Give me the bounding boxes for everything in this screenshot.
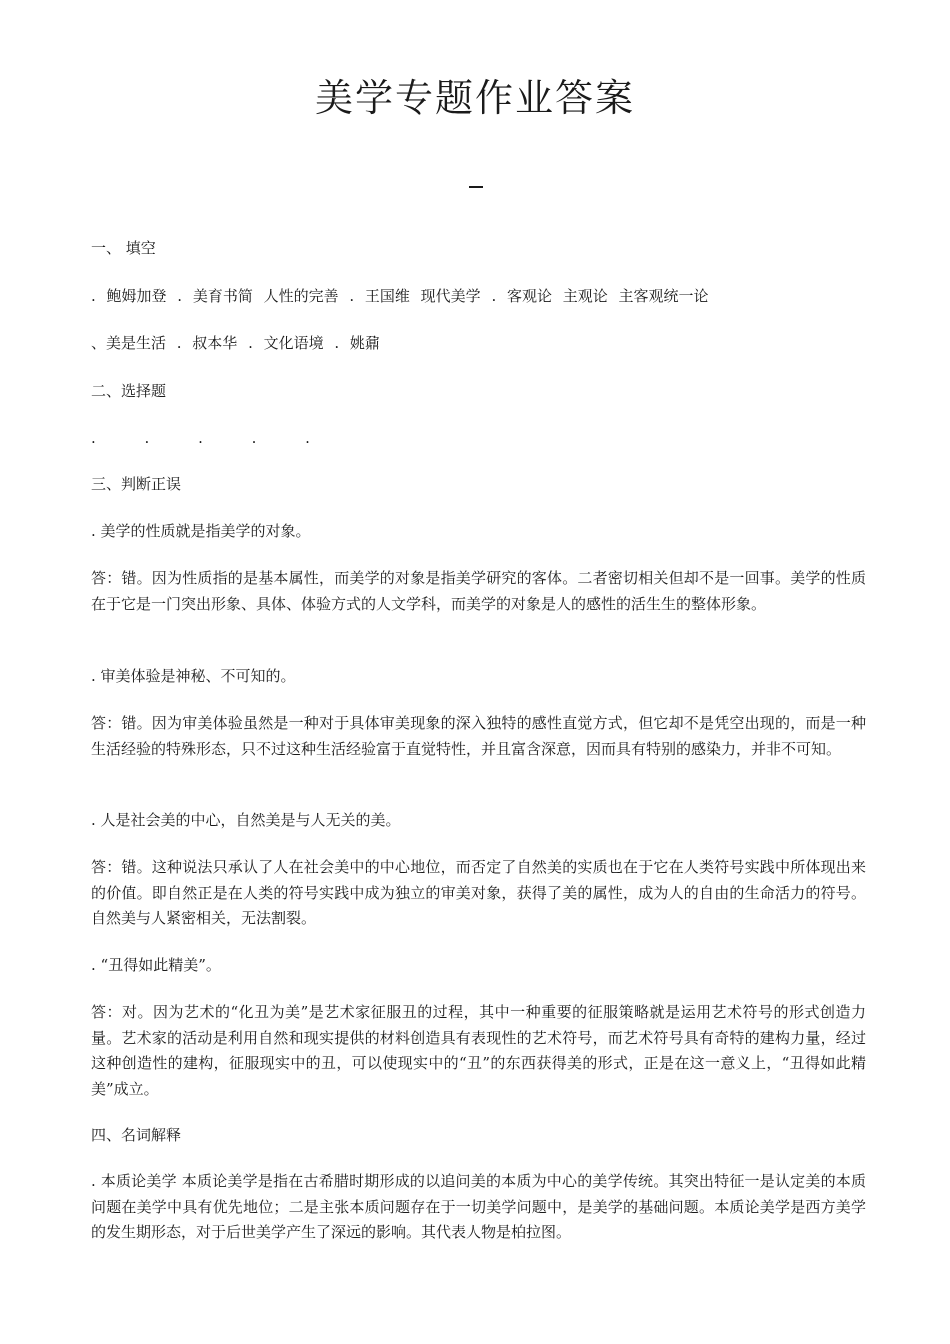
fill-answers-line-2: 、美是生活 . 叔本华 . 文化语境 . 姚鼐 [91,334,380,352]
choice-answers-line: . . . . . [91,429,310,447]
section-heading-fill: 一、 填空 [91,239,156,257]
section-heading-choice: 二、选择题 [91,382,167,400]
judge-answer-4: 答：对。因为艺术的“化丑为美”是艺术家征服丑的过程，其中一种重要的征服策略就是运用艺术符号的形式创造力量。艺术家的活动是利用自然和现实提供的材料创造具有表现性的艺术符号，而艺术符号具有奇特的建构力量，经过这种创造性的建构，征服现实中的丑，可以使现实中的“丑”的东西获得美的形式，正是在这一意义上，“丑得如此精美”成立。 [91,1003,866,1098]
judge-answer-2: 答：错。因为审美体验虽然是一种对于具体审美现象的深入独特的感性直觉方式，但它却不是凭空出现的，而是一种生活经验的特殊形态，只不过这种生活经验富于直觉特性，并且富含深意，因而具有特别的感染力，并非不可知。 [91,714,866,758]
judge-question-3: . 人是社会美的中心，自然美是与人无关的美。 [91,811,401,829]
section-heading-terms: 四、名词解释 [91,1126,182,1144]
term-definition-1: . 本质论美学 本质论美学是指在古希腊时期形成的以追问美的本质为中心的美学传统。其突出特征一是认定美的本质问题在美学中具有优先地位；二是主张本质问题存在于一切美学问题中，是美学的基础问题。本质论美学是西方美学的发生期形态，对于后世美学产生了深远的影响。其代表人物是柏拉图。 [91,1172,866,1241]
judge-answer-1: 答：错。因为性质指的是基本属性，而美学的对象是指美学研究的客体。二者密切相关但却不是一回事。美学的性质在于它是一门突出形象、具体、体验方式的人文学科，而美学的对象是人的感性的活生生的整体形象。 [91,569,866,613]
document-title: 美学专题作业答案 [314,76,635,120]
judge-answer-3: 答：错。这种说法只承认了人在社会美中的中心地位，而否定了自然美的实质也在于它在人类符号实践中所体现出来的价值。即自然正是在人类的符号实践中成为独立的审美对象，获得了美的属性，成为人的自由的生命活力的符号。自然美与人紧密相关，无法割裂。 [91,858,866,927]
judge-question-2: . 审美体验是神秘、不可知的。 [91,667,296,685]
title-dash [469,186,483,188]
judge-question-4: . “丑得如此精美”。 [91,956,221,974]
judge-question-1: . 美学的性质就是指美学的对象。 [91,522,311,540]
section-heading-judge: 三、判断正误 [91,475,182,493]
fill-answers-line-1: . 鲍姆加登 . 美育书简 人性的完善 . 王国维 现代美学 . 客观论 主观论 主客观统一论 [91,287,709,305]
